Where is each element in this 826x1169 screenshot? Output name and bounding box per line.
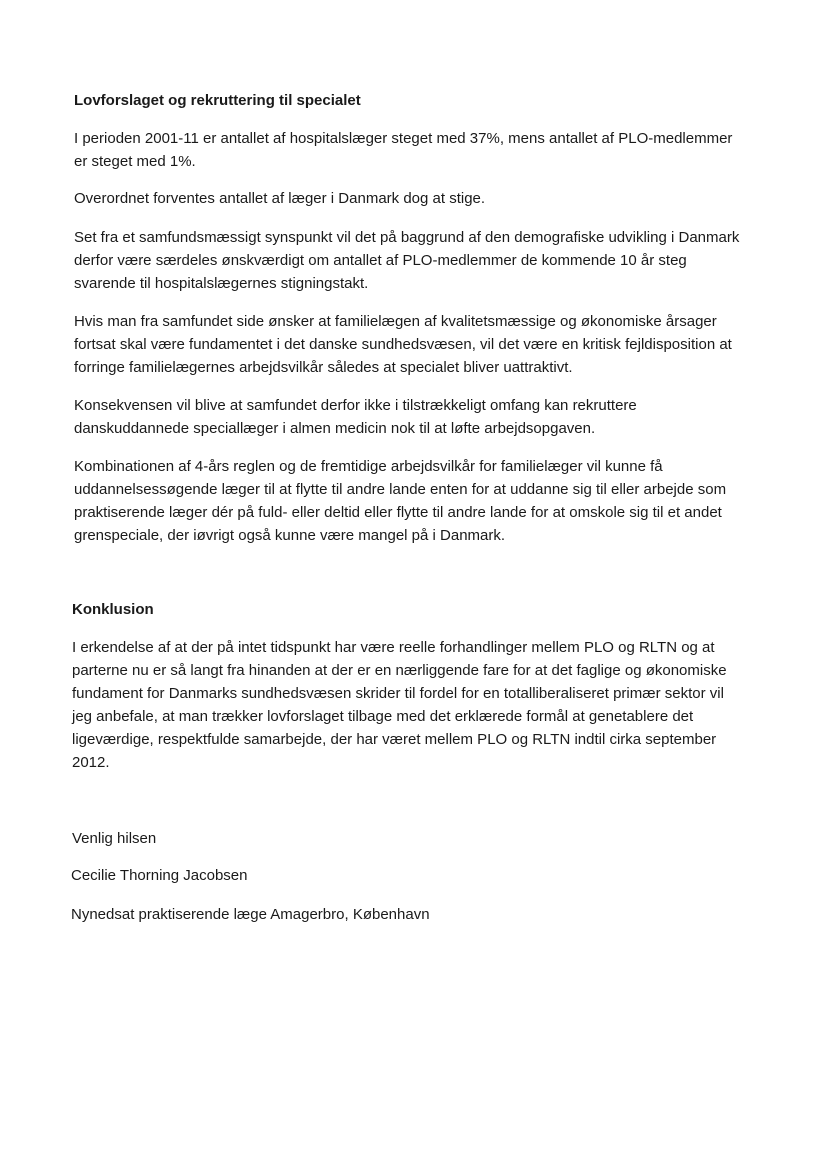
signature-name: Cecilie Thorning Jacobsen: [71, 867, 248, 884]
paragraph-line: uddannelsessøgende læger til at flytte til andre lande enten for at uddanne sig til eller arbejde som: [74, 481, 727, 498]
paragraph-line: forringe familielægernes arbejdsvilkår således at specialet bliver uattraktivt.: [74, 359, 573, 376]
paragraph-line: er steget med 1%.: [74, 153, 196, 170]
paragraph-line: I erkendelse af at der på intet tidspunkt har være reelle forhandlinger mellem PLO og RLTN og at: [72, 639, 715, 656]
paragraph-conclusion: [72, 636, 727, 774]
paragraph-5: [74, 394, 637, 440]
paragraph-line: Overordnet forventes antallet af læger i Danmark dog at stige.: [74, 190, 486, 207]
paragraph-line: parterne nu er så langt fra hinanden at der er en nærliggende fare for at det faglige og økonomiske: [72, 662, 727, 679]
paragraph-line: derfor være særdeles ønskværdigt om antallet af PLO-medlemmer de kommende 10 år steg: [74, 252, 687, 269]
paragraph-line: ligeværdige, respektfulde samarbejde, der har været mellem PLO og RLTN indtil cirka september: [72, 731, 717, 748]
paragraph-line: praktiserende læger dér på fuld- eller deltid eller flytte til andre lande for at omskole sig til et andet: [74, 504, 722, 521]
paragraph-line: I perioden 2001-11 er antallet af hospitalslæger steget med 37%, mens antallet af PLO-medlemmer: [74, 130, 733, 147]
paragraph-1: [74, 127, 732, 173]
paragraph-line: Set fra et samfundsmæssigt synspunkt vil det på baggrund af den demografiske udvikling i Danmark: [74, 229, 740, 246]
paragraph-line: Konsekvensen vil blive at samfundet derfor ikke i tilstrækkeligt omfang kan rekruttere: [74, 397, 637, 414]
paragraph-line: 2012.: [72, 754, 110, 771]
closing-greeting: Venlig hilsen: [72, 830, 157, 847]
paragraph-line: svarende til hospitalslægernes stigningstakt.: [74, 275, 369, 292]
section-heading-conclusion: Konklusion: [72, 601, 154, 618]
paragraph-line: fortsat skal være fundamentet i det danske sundhedsvæsen, vil det være en kritisk fejldisposition at: [74, 336, 732, 353]
paragraph-line: Hvis man fra samfundet side ønsker at familielægen af kvalitetsmæssige og økonomiske årsager: [74, 313, 717, 330]
paragraph-2: [74, 187, 485, 210]
paragraph-line: danskuddannede speciallæger i almen medicin nok til at løfte arbejdsopgaven.: [74, 420, 596, 437]
paragraph-line: Kombinationen af 4-års reglen og de fremtidige arbejdsvilkår for familielæger vil kunne få: [74, 458, 663, 475]
paragraph-6: [74, 455, 726, 547]
paragraph-line: grenspeciale, der iøvrigt også kunne være mangel på i Danmark.: [74, 527, 506, 544]
paragraph-3: [74, 226, 739, 295]
paragraph-line: fundament for Danmarks sundhedsvæsen skrider til fordel for en totalliberaliseret primær sektor vil: [72, 685, 724, 702]
signature-title: Nynedsat praktiserende læge Amagerbro, København: [71, 906, 430, 923]
paragraph-line: jeg anbefale, at man trækker lovforslaget tilbage med det erklærede formål at genetablere det: [72, 708, 694, 725]
paragraph-4: [74, 310, 732, 379]
section-heading-recruitment: Lovforslaget og rekruttering til specialet: [74, 92, 361, 109]
